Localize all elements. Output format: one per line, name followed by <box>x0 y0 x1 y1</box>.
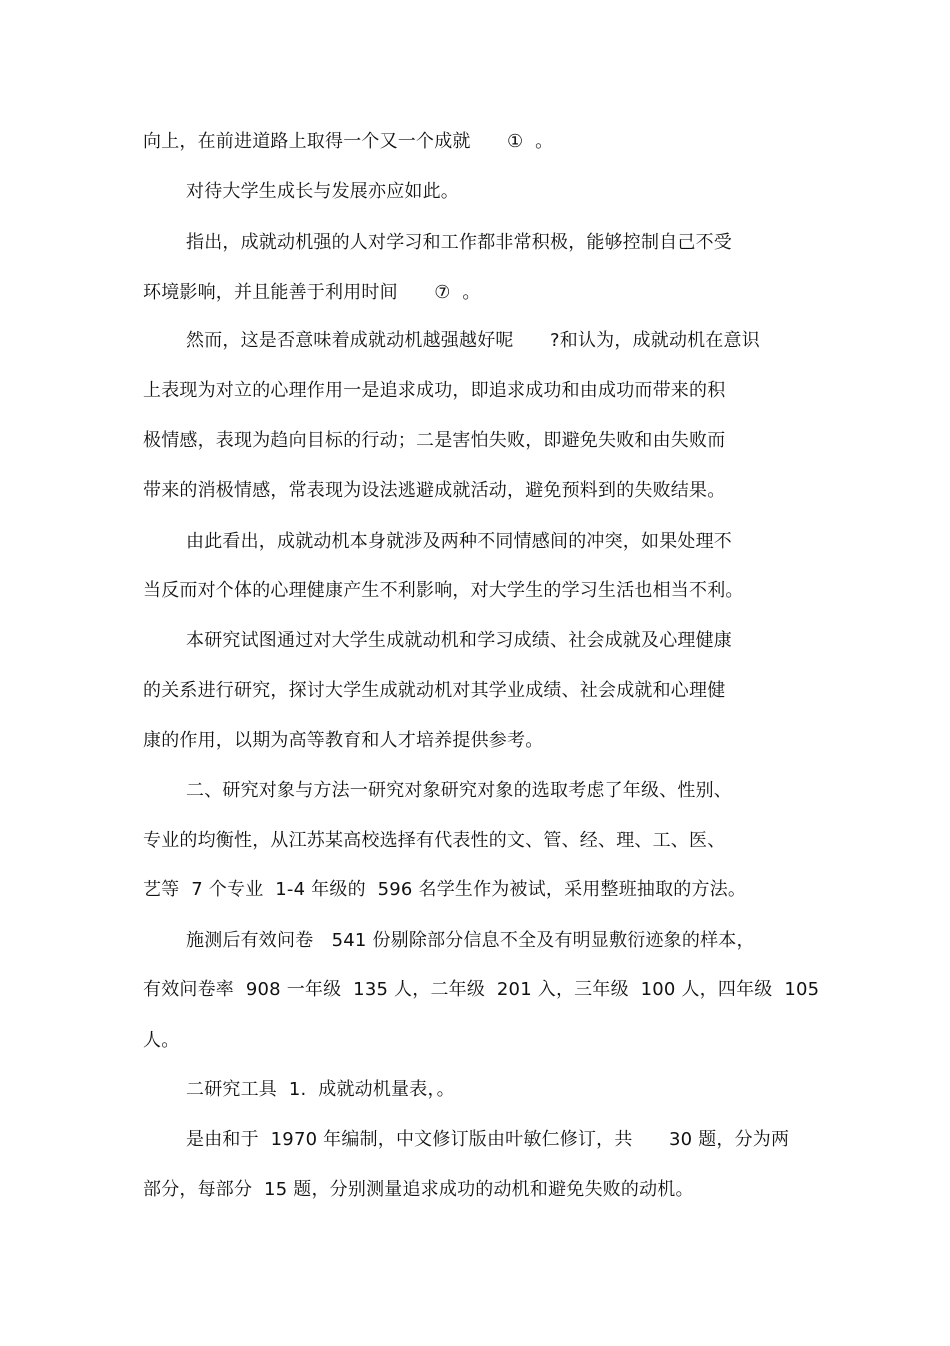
text-line: 带来的消极情感，常表现为设法逃避成就活动，避免预料到的失败结果。 <box>143 480 726 501</box>
text-line: 上表现为对立的心理作用一是追求成功，即追求成功和由成功而带来的积 <box>143 380 726 401</box>
text-line: 人。 <box>143 1030 180 1051</box>
text-line: 康的作用，以期为高等教育和人才培养提供参考。 <box>143 730 544 751</box>
text-line: 向上，在前进道路上取得一个又一个成就 ① 。 <box>143 131 554 152</box>
text-line: 环境影响，并且能善于利用时间 ⑦ 。 <box>143 282 481 303</box>
text-line: 艺等 7 个专业 1-4 年级的 596 名学生作为被试，采用整班抽取的方法。 <box>143 879 747 900</box>
text-line: 由此看出，成就动机本身就涉及两种不同情感间的冲突，如果处理不 <box>186 531 732 552</box>
text-line: 专业的均衡性，从江苏某高校选择有代表性的文、管、经、理、工、医、 <box>143 830 726 851</box>
text-line: 是由和于 1970 年编制，中文修订版由叶敏仁修订，共 30 题，分为两 <box>186 1129 790 1150</box>
text-line: 二、研究对象与方法一研究对象研究对象的选取考虑了年级、性别、 <box>186 780 732 801</box>
text-line: 对待大学生成长与发展亦应如此。 <box>186 181 459 202</box>
text-line: 施测后有效问卷 541 份剔除部分信息不全及有明显敷衍迹象的样本， <box>186 930 755 951</box>
text-line: 的关系进行研究，探讨大学生成就动机对其学业成绩、社会成就和心理健 <box>143 680 726 701</box>
text-line: 指出，成就动机强的人对学习和工作都非常积极，能够控制自己不受 <box>186 232 732 253</box>
text-line: 二研究工具 1. 成就动机量表，。 <box>186 1079 455 1100</box>
text-line: 部分，每部分 15 题，分别测量追求成功的动机和避免失败的动机。 <box>143 1179 694 1200</box>
text-line: 有效问卷率 908 一年级 135 人，二年级 201 入，三年级 100 人，四年级 105 <box>143 979 820 1000</box>
text-line: 然而，这是否意味着成就动机越强越好呢 ?和认为，成就动机在意识 <box>186 330 760 351</box>
text-line: 本研究试图通过对大学生成就动机和学习成绩、社会成就及心理健康 <box>186 630 732 651</box>
text-line: 极情感，表现为趋向目标的行动；二是害怕失败，即避免失败和由失败而 <box>143 430 726 451</box>
text-line: 当反而对个体的心理健康产生不利影响，对大学生的学习生活也相当不利。 <box>143 580 744 601</box>
